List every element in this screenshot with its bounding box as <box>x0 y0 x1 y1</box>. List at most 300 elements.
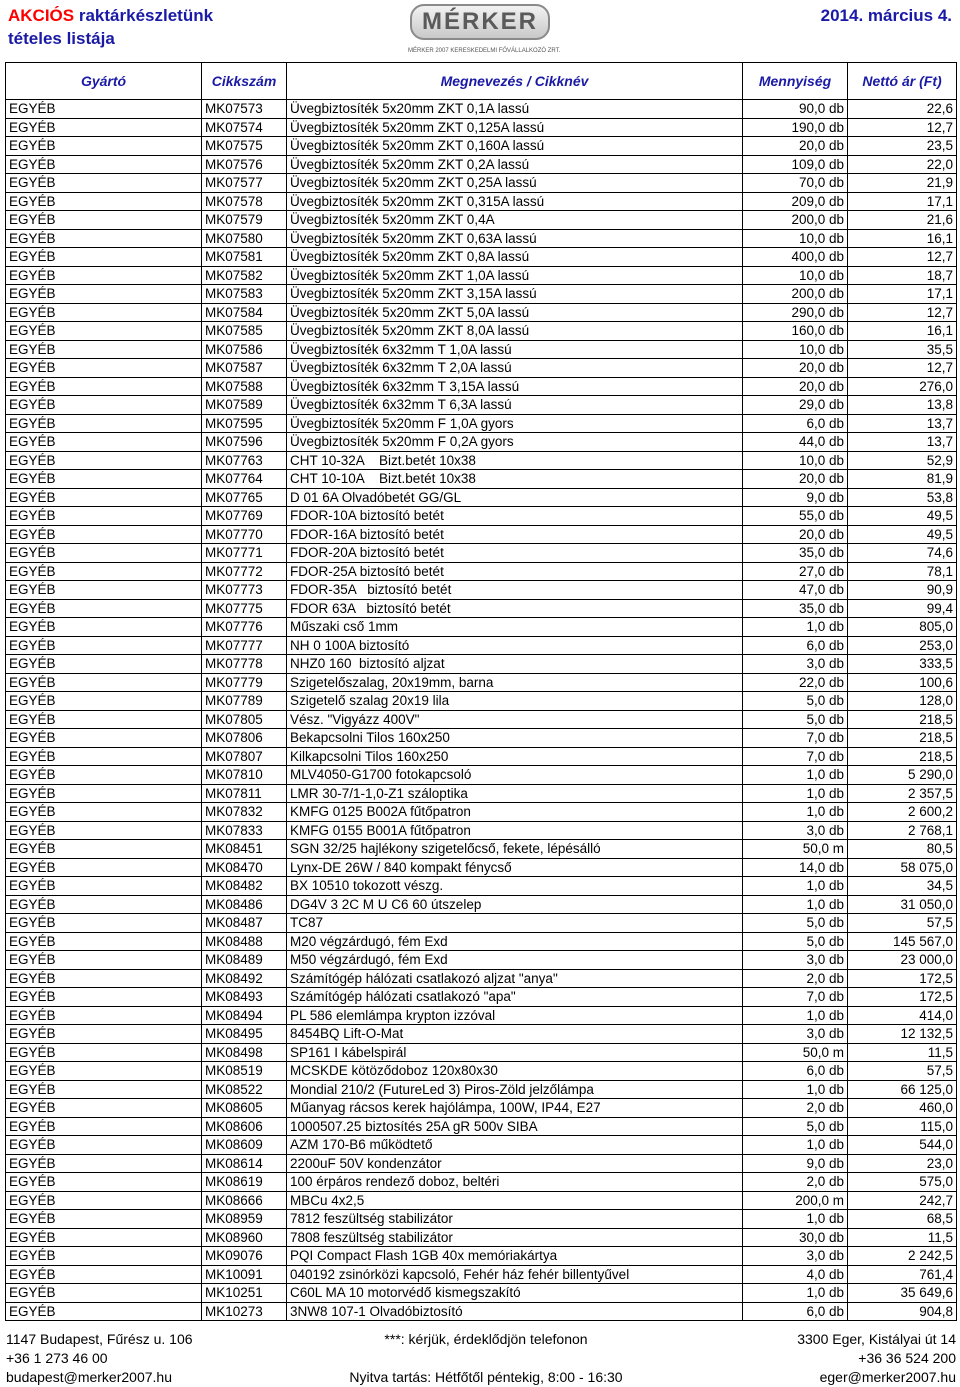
cell-net-price: 22,6 <box>848 100 957 119</box>
cell-name: Üvegbiztosíték 5x20mm ZKT 0,2A lassú <box>287 155 743 174</box>
cell-net-price: 805,0 <box>848 618 957 637</box>
cell-item-code: MK07589 <box>202 396 287 415</box>
cell-quantity: 10,0 db <box>743 451 848 470</box>
cell-net-price: 115,0 <box>848 1117 957 1136</box>
cell-quantity: 1,0 db <box>743 877 848 896</box>
cell-item-code: MK08494 <box>202 1006 287 1025</box>
table-row <box>6 451 957 470</box>
cell-manufacturer: EGYÉB <box>6 211 202 230</box>
footer-budapest-phone: +36 1 273 46 00 <box>6 1350 108 1366</box>
stock-table <box>5 62 957 1321</box>
cell-net-price: 35 649,6 <box>848 1284 957 1303</box>
cell-manufacturer: EGYÉB <box>6 322 202 341</box>
cell-item-code: MK07777 <box>202 636 287 655</box>
table-row <box>6 914 957 933</box>
cell-net-price: 12,7 <box>848 248 957 267</box>
cell-name: CHT 10-32A Bizt.betét 10x38 <box>287 451 743 470</box>
cell-quantity: 5,0 db <box>743 1117 848 1136</box>
cell-manufacturer: EGYÉB <box>6 174 202 193</box>
cell-manufacturer: EGYÉB <box>6 1025 202 1044</box>
cell-net-price: 23,0 <box>848 1154 957 1173</box>
cell-net-price: 53,8 <box>848 488 957 507</box>
table-row <box>6 470 957 489</box>
cell-manufacturer: EGYÉB <box>6 581 202 600</box>
table-row <box>6 340 957 359</box>
cell-quantity: 209,0 db <box>743 192 848 211</box>
cell-quantity: 200,0 db <box>743 211 848 230</box>
cell-quantity: 3,0 db <box>743 1025 848 1044</box>
cell-item-code: MK07576 <box>202 155 287 174</box>
table-row <box>6 562 957 581</box>
cell-manufacturer: EGYÉB <box>6 1191 202 1210</box>
cell-manufacturer: EGYÉB <box>6 1043 202 1062</box>
cell-quantity: 7,0 db <box>743 747 848 766</box>
cell-net-price: 2 357,5 <box>848 784 957 803</box>
table-row <box>6 655 957 674</box>
table-row <box>6 1265 957 1284</box>
cell-name: Kilkapcsolni Tilos 160x250 <box>287 747 743 766</box>
footer-note: ***: kérjük, érdeklődjön telefonon <box>384 1331 588 1347</box>
cell-item-code: MK08605 <box>202 1099 287 1118</box>
cell-name: FDOR-16A biztosító betét <box>287 525 743 544</box>
cell-quantity: 4,0 db <box>743 1265 848 1284</box>
cell-quantity: 3,0 db <box>743 655 848 674</box>
cell-quantity: 6,0 db <box>743 1062 848 1081</box>
cell-name: Számítógép hálózati csatlakozó "apa" <box>287 988 743 1007</box>
cell-net-price: 172,5 <box>848 969 957 988</box>
cell-item-code: MK07575 <box>202 137 287 156</box>
cell-net-price: 11,5 <box>848 1043 957 1062</box>
table-row <box>6 525 957 544</box>
cell-manufacturer: EGYÉB <box>6 655 202 674</box>
cell-net-price: 100,6 <box>848 673 957 692</box>
cell-net-price: 35,5 <box>848 340 957 359</box>
cell-net-price: 5 290,0 <box>848 766 957 785</box>
cell-item-code: MK09076 <box>202 1247 287 1266</box>
cell-quantity: 109,0 db <box>743 155 848 174</box>
cell-manufacturer: EGYÉB <box>6 821 202 840</box>
cell-manufacturer: EGYÉB <box>6 433 202 452</box>
cell-manufacturer: EGYÉB <box>6 747 202 766</box>
cell-net-price: 2 600,2 <box>848 803 957 822</box>
cell-name: FDOR-35A biztosító betét <box>287 581 743 600</box>
cell-manufacturer: EGYÉB <box>6 1154 202 1173</box>
cell-manufacturer: EGYÉB <box>6 137 202 156</box>
table-row <box>6 1154 957 1173</box>
cell-name: MCSKDE kötöződoboz 120x80x30 <box>287 1062 743 1081</box>
table-row <box>6 433 957 452</box>
cell-quantity: 30,0 db <box>743 1228 848 1247</box>
cell-item-code: MK07789 <box>202 692 287 711</box>
cell-quantity: 14,0 db <box>743 858 848 877</box>
cell-net-price: 90,9 <box>848 581 957 600</box>
cell-name: Üvegbiztosíték 6x32mm T 3,15A lassú <box>287 377 743 396</box>
cell-name: Üvegbiztosíték 5x20mm ZKT 0,125A lassú <box>287 118 743 137</box>
cell-item-code: MK08487 <box>202 914 287 933</box>
cell-name: Üvegbiztosíték 5x20mm ZKT 8,0A lassú <box>287 322 743 341</box>
footer-eger-address: 3300 Eger, Kistályai út 14 <box>797 1331 956 1347</box>
cell-manufacturer: EGYÉB <box>6 248 202 267</box>
cell-quantity: 22,0 db <box>743 673 848 692</box>
cell-net-price: 52,9 <box>848 451 957 470</box>
cell-net-price: 78,1 <box>848 562 957 581</box>
col-header-name: Megnevezés / Cikknév <box>287 63 743 100</box>
cell-manufacturer: EGYÉB <box>6 673 202 692</box>
table-row <box>6 322 957 341</box>
cell-quantity: 1,0 db <box>743 784 848 803</box>
cell-item-code: MK08492 <box>202 969 287 988</box>
cell-net-price: 16,1 <box>848 322 957 341</box>
cell-net-price: 333,5 <box>848 655 957 674</box>
cell-name: Üvegbiztosíték 6x32mm T 2,0A lassú <box>287 359 743 378</box>
cell-item-code: MK07810 <box>202 766 287 785</box>
cell-net-price: 761,4 <box>848 1265 957 1284</box>
table-row <box>6 932 957 951</box>
cell-quantity: 35,0 db <box>743 544 848 563</box>
cell-net-price: 31 050,0 <box>848 895 957 914</box>
cell-manufacturer: EGYÉB <box>6 266 202 285</box>
cell-manufacturer: EGYÉB <box>6 877 202 896</box>
cell-manufacturer: EGYÉB <box>6 1006 202 1025</box>
document-title <box>8 4 213 50</box>
table-row <box>6 858 957 877</box>
cell-net-price: 218,5 <box>848 729 957 748</box>
cell-manufacturer: EGYÉB <box>6 1099 202 1118</box>
table-row <box>6 1228 957 1247</box>
cell-name: 040192 zsinórközi kapcsoló, Fehér ház fehér billentyűvel <box>287 1265 743 1284</box>
document-date: 2014. március 4. <box>820 6 952 25</box>
table-row <box>6 377 957 396</box>
cell-quantity: 3,0 db <box>743 951 848 970</box>
cell-manufacturer: EGYÉB <box>6 988 202 1007</box>
cell-item-code: MK08519 <box>202 1062 287 1081</box>
cell-name: M20 végzárdugó, fém Exd <box>287 932 743 951</box>
cell-item-code: MK07596 <box>202 433 287 452</box>
cell-name: 7812 feszültség stabilizátor <box>287 1210 743 1229</box>
cell-item-code: MK07595 <box>202 414 287 433</box>
table-row <box>6 414 957 433</box>
cell-quantity: 20,0 db <box>743 377 848 396</box>
cell-manufacturer: EGYÉB <box>6 1173 202 1192</box>
cell-name: Üvegbiztosíték 5x20mm ZKT 0,25A lassú <box>287 174 743 193</box>
cell-item-code: MK10273 <box>202 1302 287 1321</box>
cell-quantity: 47,0 db <box>743 581 848 600</box>
cell-item-code: MK07765 <box>202 488 287 507</box>
cell-quantity: 5,0 db <box>743 710 848 729</box>
table-row <box>6 877 957 896</box>
cell-name: 100 érpáros rendező doboz, beltéri <box>287 1173 743 1192</box>
cell-net-price: 80,5 <box>848 840 957 859</box>
cell-net-price: 66 125,0 <box>848 1080 957 1099</box>
table-row <box>6 396 957 415</box>
cell-item-code: MK07583 <box>202 285 287 304</box>
table-row <box>6 1062 957 1081</box>
cell-manufacturer: EGYÉB <box>6 803 202 822</box>
cell-manufacturer: EGYÉB <box>6 636 202 655</box>
cell-item-code: MK07807 <box>202 747 287 766</box>
cell-quantity: 1,0 db <box>743 895 848 914</box>
table-row <box>6 248 957 267</box>
cell-manufacturer: EGYÉB <box>6 488 202 507</box>
cell-name: MLV4050-G1700 fotokapcsoló <box>287 766 743 785</box>
table-row <box>6 229 957 248</box>
cell-net-price: 17,1 <box>848 285 957 304</box>
table-row <box>6 988 957 1007</box>
cell-item-code: MK08451 <box>202 840 287 859</box>
cell-quantity: 20,0 db <box>743 470 848 489</box>
table-row <box>6 303 957 322</box>
cell-net-price: 57,5 <box>848 1062 957 1081</box>
cell-item-code: MK07578 <box>202 192 287 211</box>
cell-name: BX 10510 tokozott vészg. <box>287 877 743 896</box>
cell-name: Vész. "Vigyázz 400V" <box>287 710 743 729</box>
table-row <box>6 285 957 304</box>
cell-item-code: MK08486 <box>202 895 287 914</box>
cell-item-code: MK08609 <box>202 1136 287 1155</box>
cell-net-price: 99,4 <box>848 599 957 618</box>
cell-manufacturer: EGYÉB <box>6 1265 202 1284</box>
cell-manufacturer: EGYÉB <box>6 858 202 877</box>
cell-item-code: MK07573 <box>202 100 287 119</box>
cell-manufacturer: EGYÉB <box>6 396 202 415</box>
cell-item-code: MK08493 <box>202 988 287 1007</box>
table-row <box>6 673 957 692</box>
table-row <box>6 581 957 600</box>
cell-manufacturer: EGYÉB <box>6 359 202 378</box>
table-row <box>6 951 957 970</box>
cell-name: FDOR 63A biztosító betét <box>287 599 743 618</box>
cell-manufacturer: EGYÉB <box>6 451 202 470</box>
footer-eger-phone: +36 36 524 200 <box>858 1350 956 1366</box>
table-row <box>6 1284 957 1303</box>
table-row <box>6 1025 957 1044</box>
cell-name: Bekapcsolni Tilos 160x250 <box>287 729 743 748</box>
cell-net-price: 276,0 <box>848 377 957 396</box>
cell-item-code: MK08498 <box>202 1043 287 1062</box>
cell-name: 3NW8 107-1 Olvadóbiztosító <box>287 1302 743 1321</box>
title-stock: raktárkészletünk <box>78 6 214 25</box>
cell-name: DG4V 3 2C M U C6 60 útszelep <box>287 895 743 914</box>
cell-item-code: MK07579 <box>202 211 287 230</box>
cell-net-price: 904,8 <box>848 1302 957 1321</box>
table-row <box>6 840 957 859</box>
cell-item-code: MK07584 <box>202 303 287 322</box>
cell-name: Üvegbiztosíték 5x20mm ZKT 0,63A lassú <box>287 229 743 248</box>
cell-name: KMFG 0155 B001A fűtőpatron <box>287 821 743 840</box>
cell-quantity: 5,0 db <box>743 914 848 933</box>
cell-manufacturer: EGYÉB <box>6 1117 202 1136</box>
cell-quantity: 400,0 db <box>743 248 848 267</box>
cell-manufacturer: EGYÉB <box>6 229 202 248</box>
table-row <box>6 766 957 785</box>
table-row <box>6 1191 957 1210</box>
cell-name: TC87 <box>287 914 743 933</box>
cell-name: PL 586 elemlámpa krypton izzóval <box>287 1006 743 1025</box>
cell-quantity: 1,0 db <box>743 803 848 822</box>
cell-name: Üvegbiztosíték 5x20mm ZKT 3,15A lassú <box>287 285 743 304</box>
table-row <box>6 1043 957 1062</box>
cell-manufacturer: EGYÉB <box>6 599 202 618</box>
col-header-item-code: Cikkszám <box>202 63 287 100</box>
cell-manufacturer: EGYÉB <box>6 1080 202 1099</box>
cell-manufacturer: EGYÉB <box>6 340 202 359</box>
cell-item-code: MK08614 <box>202 1154 287 1173</box>
logo-wordmark: MÉRKER <box>410 4 550 40</box>
cell-net-price: 253,0 <box>848 636 957 655</box>
cell-net-price: 68,5 <box>848 1210 957 1229</box>
cell-net-price: 49,5 <box>848 507 957 526</box>
cell-name: KMFG 0125 B002A fűtőpatron <box>287 803 743 822</box>
cell-quantity: 10,0 db <box>743 340 848 359</box>
cell-item-code: MK07586 <box>202 340 287 359</box>
cell-manufacturer: EGYÉB <box>6 525 202 544</box>
cell-item-code: MK07833 <box>202 821 287 840</box>
cell-name: Üvegbiztosíték 6x32mm T 1,0A lassú <box>287 340 743 359</box>
cell-manufacturer: EGYÉB <box>6 562 202 581</box>
cell-manufacturer: EGYÉB <box>6 618 202 637</box>
cell-manufacturer: EGYÉB <box>6 729 202 748</box>
cell-name: NHZ0 160 biztosító aljzat <box>287 655 743 674</box>
cell-manufacturer: EGYÉB <box>6 414 202 433</box>
cell-net-price: 128,0 <box>848 692 957 711</box>
table-row <box>6 1136 957 1155</box>
cell-name: Üvegbiztosíték 5x20mm F 0,2A gyors <box>287 433 743 452</box>
cell-item-code: MK08488 <box>202 932 287 951</box>
cell-item-code: MK07772 <box>202 562 287 581</box>
cell-quantity: 29,0 db <box>743 396 848 415</box>
cell-quantity: 6,0 db <box>743 636 848 655</box>
cell-quantity: 190,0 db <box>743 118 848 137</box>
table-row <box>6 729 957 748</box>
cell-item-code: MK07775 <box>202 599 287 618</box>
cell-net-price: 81,9 <box>848 470 957 489</box>
cell-quantity: 50,0 m <box>743 1043 848 1062</box>
cell-quantity: 1,0 db <box>743 766 848 785</box>
cell-item-code: MK07577 <box>202 174 287 193</box>
cell-manufacturer: EGYÉB <box>6 507 202 526</box>
cell-name: Üvegbiztosíték 6x32mm T 6,3A lassú <box>287 396 743 415</box>
footer-budapest-address: 1147 Budapest, Fűrész u. 106 <box>6 1331 193 1347</box>
table-row <box>6 618 957 637</box>
table-row <box>6 1080 957 1099</box>
cell-manufacturer: EGYÉB <box>6 470 202 489</box>
table-row <box>6 1210 957 1229</box>
table-row <box>6 100 957 119</box>
cell-item-code: MK08619 <box>202 1173 287 1192</box>
cell-quantity: 200,0 m <box>743 1191 848 1210</box>
table-row <box>6 784 957 803</box>
cell-manufacturer: EGYÉB <box>6 118 202 137</box>
cell-quantity: 44,0 db <box>743 433 848 452</box>
cell-item-code: MK08960 <box>202 1228 287 1247</box>
cell-quantity: 70,0 db <box>743 174 848 193</box>
cell-net-price: 2 768,1 <box>848 821 957 840</box>
table-row <box>6 1247 957 1266</box>
cell-manufacturer: EGYÉB <box>6 895 202 914</box>
cell-quantity: 20,0 db <box>743 359 848 378</box>
logo-tagline: MÉRKER 2007 KERESKEDELMI FŐVÁLLALKOZÓ ZRT. <box>408 48 561 54</box>
cell-manufacturer: EGYÉB <box>6 969 202 988</box>
cell-item-code: MK07778 <box>202 655 287 674</box>
cell-net-price: 23,5 <box>848 137 957 156</box>
cell-net-price: 414,0 <box>848 1006 957 1025</box>
title-list: tételes listája <box>8 29 115 48</box>
cell-quantity: 2,0 db <box>743 1099 848 1118</box>
col-header-net-price: Nettó ár (Ft) <box>848 63 957 100</box>
cell-item-code: MK07832 <box>202 803 287 822</box>
cell-quantity: 10,0 db <box>743 266 848 285</box>
cell-net-price: 74,6 <box>848 544 957 563</box>
cell-quantity: 10,0 db <box>743 229 848 248</box>
table-row <box>6 821 957 840</box>
cell-item-code: MK07811 <box>202 784 287 803</box>
cell-net-price: 21,9 <box>848 174 957 193</box>
cell-name: Üvegbiztosíték 5x20mm F 1,0A gyors <box>287 414 743 433</box>
cell-name: Üvegbiztosíték 5x20mm ZKT 0,8A lassú <box>287 248 743 267</box>
table-row <box>6 747 957 766</box>
cell-quantity: 1,0 db <box>743 618 848 637</box>
cell-net-price: 2 242,5 <box>848 1247 957 1266</box>
cell-net-price: 218,5 <box>848 747 957 766</box>
cell-name: 7808 feszültség stabilizátor <box>287 1228 743 1247</box>
table-row <box>6 118 957 137</box>
cell-name: Üvegbiztosíték 5x20mm ZKT 1,0A lassú <box>287 266 743 285</box>
table-row <box>6 266 957 285</box>
table-row <box>6 1117 957 1136</box>
cell-name: Üvegbiztosíték 5x20mm ZKT 5,0A lassú <box>287 303 743 322</box>
table-row <box>6 1173 957 1192</box>
cell-name: PQI Compact Flash 1GB 40x memóriakártya <box>287 1247 743 1266</box>
table-row <box>6 211 957 230</box>
cell-net-price: 18,7 <box>848 266 957 285</box>
cell-quantity: 1,0 db <box>743 1136 848 1155</box>
cell-quantity: 7,0 db <box>743 988 848 1007</box>
table-row <box>6 803 957 822</box>
cell-name: Számítógép hálózati csatlakozó aljzat "anya" <box>287 969 743 988</box>
footer-spacer <box>336 1349 636 1368</box>
cell-manufacturer: EGYÉB <box>6 1284 202 1303</box>
cell-manufacturer: EGYÉB <box>6 544 202 563</box>
cell-item-code: MK07582 <box>202 266 287 285</box>
cell-item-code: MK08959 <box>202 1210 287 1229</box>
cell-name: Szigetelőszalag, 20x19mm, barna <box>287 673 743 692</box>
cell-net-price: 49,5 <box>848 525 957 544</box>
cell-item-code: MK07574 <box>202 118 287 137</box>
cell-quantity: 5,0 db <box>743 692 848 711</box>
cell-name: FDOR-20A biztosító betét <box>287 544 743 563</box>
cell-item-code: MK08489 <box>202 951 287 970</box>
table-row <box>6 174 957 193</box>
cell-manufacturer: EGYÉB <box>6 377 202 396</box>
cell-name: CHT 10-10A Bizt.betét 10x38 <box>287 470 743 489</box>
cell-quantity: 5,0 db <box>743 932 848 951</box>
cell-item-code: MK07581 <box>202 248 287 267</box>
table-header-row <box>6 63 957 100</box>
cell-net-price: 13,8 <box>848 396 957 415</box>
cell-net-price: 544,0 <box>848 1136 957 1155</box>
cell-name: SP161 I kábelspirál <box>287 1043 743 1062</box>
table-row <box>6 692 957 711</box>
cell-name: SGN 32/25 hajlékony szigetelőcső, fekete, lépésálló <box>287 840 743 859</box>
cell-net-price: 575,0 <box>848 1173 957 1192</box>
cell-net-price: 58 075,0 <box>848 858 957 877</box>
cell-item-code: MK08522 <box>202 1080 287 1099</box>
cell-item-code: MK07580 <box>202 229 287 248</box>
cell-item-code: MK08495 <box>202 1025 287 1044</box>
table-row <box>6 1006 957 1025</box>
cell-manufacturer: EGYÉB <box>6 1302 202 1321</box>
cell-manufacturer: EGYÉB <box>6 951 202 970</box>
